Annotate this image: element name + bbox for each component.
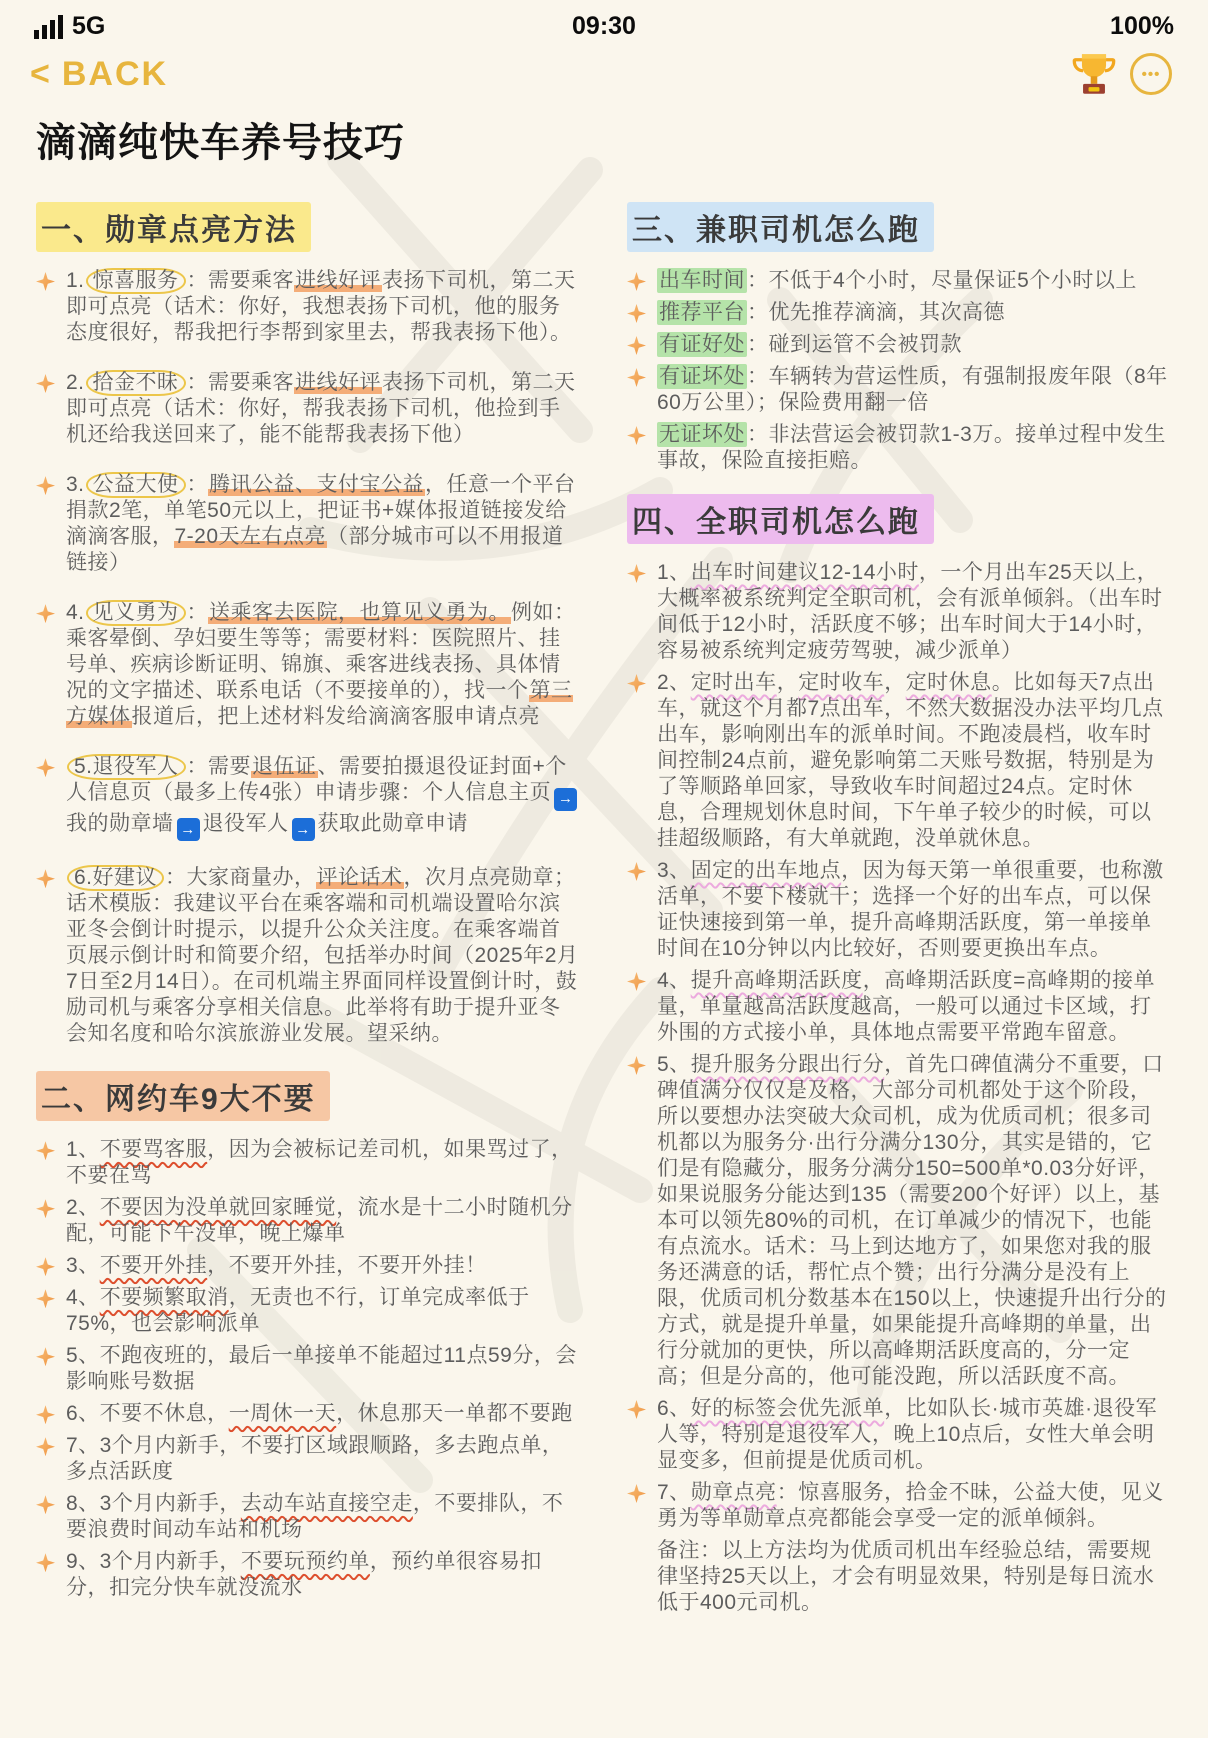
text-segment: 表扬下司机，第二天即可点亮（话术：你好，我想表扬下司机，他的服务态度很好，帮我把行李帮到家里去，帮我表扬下他）。 (66, 269, 576, 345)
document-body (0, 168, 1208, 1622)
text-segment: 备注：以上方法均为优质司机出车经验总结，需要规律坚持25天以上，才会有明显效果，特别是每日流水低于400元司机。 (657, 1539, 1155, 1614)
column-right (627, 182, 1172, 1622)
text-segment: 2、 (657, 671, 691, 694)
text-segment: 1、 (66, 1138, 100, 1162)
item-text (657, 300, 1172, 326)
text-segment: 提升高峰期活跃度 (690, 969, 863, 992)
text-segment: 4. (66, 601, 85, 625)
bullet-star-icon (36, 1253, 66, 1279)
bullet-star-icon (627, 1480, 657, 1532)
list-item (36, 1549, 581, 1601)
list-item (36, 1401, 581, 1427)
list-item (36, 1137, 581, 1189)
item-text (66, 1491, 581, 1543)
list-item (36, 1253, 581, 1279)
item-text (657, 670, 1172, 852)
item-text (66, 754, 581, 841)
bullet-star-icon (36, 1343, 66, 1395)
section-heading-text: 四、全职司机怎么跑 (627, 494, 934, 544)
bullet-star-icon (36, 1137, 66, 1189)
text-segment: （部分城市可以不用报道链接） (66, 525, 564, 575)
text-segment: 见义勇为 (86, 600, 186, 626)
item-text (657, 1480, 1172, 1532)
text-segment: 有证好处 (659, 333, 745, 356)
text-segment: 勋章点亮 (690, 1481, 777, 1504)
list-item (36, 865, 581, 1047)
arrow-right-icon: → (177, 818, 200, 841)
text-segment: ，不要开外挂，不要开外挂！ (207, 1254, 487, 1278)
item-text (657, 422, 1172, 474)
text-segment: 出车时间 (659, 269, 745, 292)
bullet-star-icon (627, 670, 657, 852)
list-item (36, 1195, 581, 1247)
bullet-star-icon (36, 754, 66, 841)
page-title: 滴滴纯快车养号技巧 (36, 121, 405, 165)
text-segment: 腾讯公益、支付宝公益 (209, 473, 425, 497)
text-segment: 1. (66, 269, 85, 292)
item-text (66, 1137, 581, 1189)
text-segment: 不要玩预约单 (240, 1550, 370, 1574)
item-text (66, 1549, 581, 1601)
status-bar (0, 0, 1208, 41)
bullet-star-icon (36, 1433, 66, 1485)
list-item (36, 1433, 581, 1485)
text-segment: ，一个月出车25天以上，大概率被系统判定全职司机，会有派单倾斜。（出车时间低于12小时，活跃度不够；出车时间大于14小时，容易被系统判定疲劳驾驶，减少派单） (657, 561, 1163, 662)
list-item (36, 754, 581, 841)
list-item (627, 1052, 1172, 1390)
list-item (627, 422, 1172, 474)
text-segment: ，不要排队，不要浪费时间动车站和机场 (66, 1492, 564, 1542)
bullet-star-icon (627, 422, 657, 474)
text-segment: 3、 (657, 859, 691, 882)
text-segment: 报道后，把上述材料发给滴滴客服申请点亮 (131, 705, 540, 729)
text-segment: 不要因为没单就回家睡觉 (99, 1196, 337, 1220)
list-item (627, 968, 1172, 1046)
list-item (627, 1480, 1172, 1532)
text-segment: 拾金不昧 (86, 370, 186, 396)
more-options-button[interactable] (1130, 53, 1172, 95)
text-segment: 7、3个月内新手，不要打区域跟顺路，多去跑点单，多点活跃度 (66, 1434, 564, 1484)
text-segment: 公益大使 (86, 472, 186, 498)
item-text (66, 1433, 581, 1485)
text-segment: 固定的出车地点 (690, 859, 842, 882)
bullet-star-icon (36, 1491, 66, 1543)
text-segment: 2、 (66, 1196, 100, 1220)
clock: 09:30 (572, 12, 636, 40)
text-segment: ：需要 (186, 755, 252, 779)
item-text (66, 1253, 581, 1279)
item-text (66, 1343, 581, 1395)
bullet-star-icon (627, 1052, 657, 1390)
list-item (627, 268, 1172, 294)
text-segment: 表扬下司机，第二天即可点亮（话术：你好，帮我表扬下司机，他捡到手机还给我送回来了，能不能帮我表扬下他） (66, 371, 576, 447)
signal-icon (34, 14, 64, 40)
list-item (627, 332, 1172, 358)
text-segment: ：大家商量办， (165, 866, 316, 890)
bullet-star-icon (36, 865, 66, 1047)
text-segment: ，因为会被标记差司机，如果骂过了，不要在骂 (66, 1138, 573, 1188)
arrow-right-icon: → (292, 818, 315, 841)
section-heading-text: 三、兼职司机怎么跑 (627, 202, 934, 252)
text-segment: 5.退役军人 (67, 754, 186, 780)
item-text (66, 600, 581, 730)
text-segment: 推荐平台 (659, 301, 745, 324)
text-segment: 有证坏处 (659, 365, 745, 388)
section-heading-text: 二、网约车9大不要 (36, 1071, 330, 1121)
text-segment: 3、 (66, 1254, 100, 1278)
text-segment: 不要频繁取消 (99, 1286, 229, 1310)
text-segment: ，任意一个平台捐款2笔，单笔50元以上，把证书+媒体报道链接发给滴滴客服， (66, 473, 576, 549)
text-segment: ，次月点亮勋章；话术模版：我建议平台在乘客端和司机端设置哈尔滨亚冬会倒计时提示，以提升公众关注度。在乘客端首页展示倒计时和简要介绍，包括举办时间（2025年2月7日至2月14日）。在司机端主界面同样设置倒计时，鼓励司机与乘客分享相关信息。此举将有助于提升亚冬会知名度和哈尔滨旅游业发展。望采纳。 (66, 866, 579, 1046)
text-segment: 6.好建议 (67, 865, 164, 891)
list-item (627, 1538, 1172, 1616)
text-segment: 。比如每天7点出车，就这个月都7点出车，不然大数据没办法平均几点出车，影响刚出车的派单时间。不跑凌晨档，收车时间控制24点前，避免影响第二天账号数据，特别是为了等顺路单回家，导致收车时间超过24点。定时休息，合理规划休息时间，下午单子较少的时候，可以挂超级顺路，有大单就跑，没单就休息。 (657, 671, 1164, 850)
text-segment: 6、不要不休息， (66, 1402, 229, 1426)
text-segment: ，首先口碑值满分不重要，口碑值满分仅仅是及格，大部分司机都处于这个阶段，所以要想办法突破大众司机，成为优质司机；很多司机都以为服务分·出行分满分130分，其实是错的，它们是有隐藏分，服务分满分150=500单*0.03分好评，如果说服务分能达到135（需要200个好评）以上，基本可以领先80%的司机，在订单减少的情况下，也能有点流水。话术：马上到达地方了，如果您对我的服务还满意的话，帮忙点个赞；出行分满分是没有上限，优质司机分数基本在150以上，快速提升出行分的方式，就是提升单量，如果能提升高峰期的单量，出行分就加的更快，所以高峰期活跃度高的，分一定高；但是分高的，他可能没跑，所以活跃度不高。 (657, 1053, 1167, 1388)
list-item (36, 1491, 581, 1543)
arrow-right-icon: → (554, 788, 577, 811)
bullet-star-icon (36, 1195, 66, 1247)
bullet-star-icon (627, 560, 657, 664)
text-segment: 评论话术 (316, 866, 403, 890)
item-text (657, 1052, 1172, 1390)
bullet-star-icon (36, 1285, 66, 1337)
item-text (66, 1401, 581, 1427)
item-text (657, 968, 1172, 1046)
nav-bar (0, 41, 1208, 97)
text-segment: 去动车站直接空走 (240, 1492, 413, 1516)
text-segment: 5、 (657, 1053, 691, 1076)
text-segment: ， (884, 671, 906, 694)
item-text (657, 332, 1172, 358)
text-segment: 退役军人 (202, 811, 289, 835)
text-segment: 1、 (657, 561, 691, 584)
text-segment: 第三方媒体 (66, 679, 573, 729)
text-segment: 、需要拍摄退役证封面+个人信息页（最多上传4张）申请步骤：个人信息主页 (66, 755, 567, 805)
back-label: BACK (61, 54, 169, 93)
list-item (36, 472, 581, 576)
text-segment: ：车辆转为营运性质，有强制报废年限（8年60万公里）；保险费用翻一倍 (657, 365, 1168, 414)
text-segment: 进线好评 (295, 269, 382, 292)
bullet-star-icon (627, 1396, 657, 1474)
item-text (657, 364, 1172, 416)
text-segment: 出车时间建议12-14小时 (690, 561, 919, 584)
text-segment: 进线好评 (295, 371, 382, 395)
column-left (36, 182, 581, 1622)
text-segment: ：需要乘客 (186, 269, 295, 292)
text-segment: ： (186, 601, 209, 625)
text-segment: 定时休息 (905, 671, 992, 694)
text-segment: 退伍证 (252, 755, 317, 779)
section-heading-one (36, 202, 581, 252)
text-segment: ，无责也不行，订单完成率低于75%，也会影响派单 (66, 1286, 530, 1336)
item-text (657, 560, 1172, 664)
text-segment: 获取此勋章申请 (317, 811, 468, 835)
trophy-icon[interactable] (1072, 51, 1116, 97)
text-segment: 定时收车 (798, 671, 885, 694)
bullet-star-icon (627, 268, 657, 294)
text-segment: 4、 (66, 1286, 100, 1310)
text-segment: ，比如队长·城市英雄·退役军人等，特别是退役军人，晚上10点后，女性大单会明显变多，但前提是优质司机。 (657, 1397, 1158, 1472)
item-text (657, 858, 1172, 962)
text-segment: 5、不跑夜班的，最后一单接单不能超过11点59分，会影响账号数据 (66, 1344, 577, 1394)
list-item (627, 1396, 1172, 1474)
item-text (66, 865, 581, 1047)
item-text (66, 370, 581, 448)
item-text (657, 268, 1172, 294)
item-text (66, 268, 581, 346)
text-segment: 3. (66, 473, 85, 497)
list-item (627, 364, 1172, 416)
bullet-star-icon (36, 268, 66, 346)
text-segment: ， (776, 671, 799, 694)
text-segment: ：优先推荐滴滴，其次高德 (747, 301, 1005, 324)
network-label: 5G (72, 12, 106, 40)
battery-percent: 100% (1110, 12, 1174, 40)
item-text (66, 1195, 581, 1247)
item-text (66, 472, 581, 576)
text-segment: 9、3个月内新手， (66, 1550, 241, 1574)
text-segment: 7、 (657, 1481, 691, 1504)
text-segment: 好的标签会优先派单 (690, 1397, 885, 1420)
text-segment: ： (186, 473, 209, 497)
list-item (36, 1343, 581, 1395)
bullet-star-icon (36, 1549, 66, 1601)
text-segment: 例如：乘客晕倒、孕妇要生等等；需要材料：医院照片、挂号单、疾病诊断证明、锦旗、乘客进线表扬、具体情况的文字描述、联系电话（不要接单的），找一个 (66, 601, 576, 703)
list-item (627, 670, 1172, 852)
text-segment: ：惊喜服务，拾金不昧，公益大使，见义勇为等单勋章点亮都能会享受一定的派单倾斜。 (657, 1481, 1164, 1530)
list-item (36, 1285, 581, 1337)
text-segment: 一周休一天 (228, 1402, 337, 1426)
text-segment: ，预约单很容易扣分，扣完分快车就没流水 (66, 1550, 542, 1600)
text-segment: 2. (66, 371, 85, 395)
text-segment: 惊喜服务 (86, 268, 186, 294)
item-text (657, 1538, 1172, 1616)
text-segment: ，高峰期活跃度=高峰期的接单量，单量越高活跃度越高，一般可以通过卡区域，打外围的方式接小单，具体地点需要平常跑车留意。 (657, 969, 1155, 1044)
list-item (36, 268, 581, 346)
item-text (657, 1396, 1172, 1474)
bullet-star-icon (36, 600, 66, 730)
bullet-star-icon (627, 968, 657, 1046)
back-button[interactable] (30, 55, 168, 94)
text-segment: 6、 (657, 1397, 691, 1420)
bullet-star-icon (627, 300, 657, 326)
text-segment: 7-20天左右点亮 (174, 525, 327, 549)
text-segment: 我的勋章墙 (66, 811, 174, 835)
text-segment: 不要开外挂 (99, 1254, 208, 1278)
section-heading-two (36, 1071, 581, 1121)
text-segment: 不要骂客服 (99, 1138, 208, 1162)
back-chevron-icon: < (30, 54, 52, 93)
item-text (66, 1285, 581, 1337)
text-segment: ：碰到运管不会被罚款 (747, 333, 962, 356)
text-segment: 送乘客去医院，也算见义勇为。 (209, 601, 511, 625)
text-segment: 4、 (657, 969, 691, 992)
text-segment: ，因为每天第一单很重要，也称激活单，不要下楼就干；选择一个好的出车点，可以保证快速接到第一单，提升高峰期活跃度，第一单接单时间在10分钟以内比较好，否则要更换出车点。 (657, 859, 1164, 960)
ellipsis-icon: ••• (1141, 65, 1161, 83)
list-item (627, 560, 1172, 664)
text-segment: 无证坏处 (659, 423, 745, 446)
section-heading-four (627, 494, 1172, 544)
text-segment: ：需要乘客 (186, 371, 295, 395)
text-segment: ，流水是十二小时随机分配，可能下午没单，晚上爆单 (66, 1196, 573, 1246)
text-segment: ：不低于4个小时，尽量保证5个小时以上 (747, 269, 1137, 292)
list-item (36, 600, 581, 730)
text-segment: 定时出车 (690, 671, 777, 694)
bullet-star-icon (36, 370, 66, 448)
bullet-star-icon (627, 858, 657, 962)
list-item (36, 370, 581, 448)
bullet-star-icon (627, 332, 657, 358)
list-item (627, 300, 1172, 326)
bullet-star-icon (36, 472, 66, 576)
text-segment: 提升服务分跟出行分 (690, 1053, 885, 1076)
bullet-star-icon (627, 364, 657, 416)
bullet-star-icon (36, 1401, 66, 1427)
text-segment: ：非法营运会被罚款1-3万。接单过程中发生事故，保险直接拒赔。 (657, 423, 1166, 472)
section-heading-text: 一、勋章点亮方法 (36, 202, 311, 252)
section-heading-three (627, 202, 1172, 252)
bullet-star-icon (627, 1538, 657, 1616)
text-segment: 8、3个月内新手， (66, 1492, 241, 1516)
list-item (627, 858, 1172, 962)
text-segment: ，休息那天一单都不要跑 (336, 1402, 573, 1426)
